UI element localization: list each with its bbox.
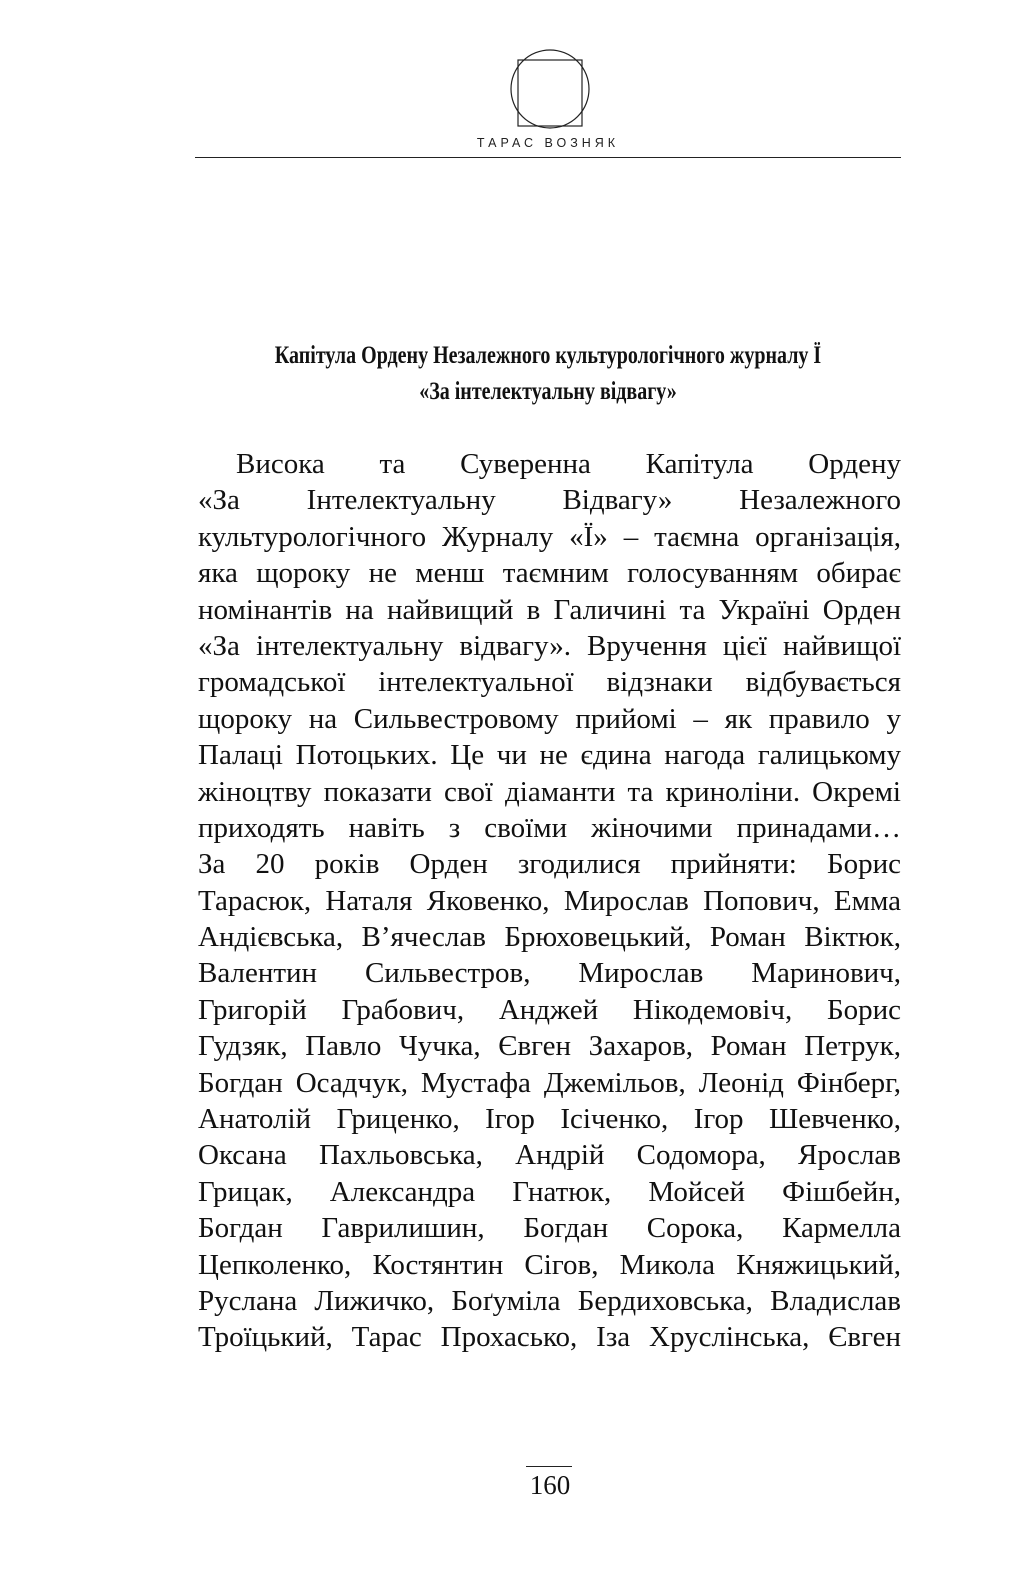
body-line: Богдан Осадчук, Мустафа Джемільов, Леонід Фінберг, xyxy=(198,1066,901,1099)
body-line: «За інтелектуальну відвагу». Вручення цієї найвищої xyxy=(198,629,901,662)
body-line: жіноцтву показати свої діаманти та криноліни. Окремі xyxy=(198,775,901,808)
body-paragraph xyxy=(198,446,901,1356)
section-title-line: «За інтелектуальну відвагу» xyxy=(419,378,677,405)
body-line: Тарасюк, Наталя Яковенко, Мирослав Попович, Емма xyxy=(198,884,901,917)
body-line: Висока та Суверенна Капітула Ордену xyxy=(236,448,901,480)
body-line: Палаці Потоцьких. Це чи не єдина нагода галицькому xyxy=(198,739,901,772)
body-line: Валентин Сильвестров, Мирослав Маринович, xyxy=(198,957,901,990)
body-line: Оксана Пахльовська, Андрій Содомора, Ярослав xyxy=(198,1139,901,1172)
body-line: Грицак, Александра Гнатюк, Мойсей Фішбейн, xyxy=(198,1175,901,1208)
body-line: Гудзяк, Павло Чучка, Євген Захаров, Роман Петрук, xyxy=(198,1030,901,1063)
section-title-line: Капітула Ордену Незалежного культурологічного журналу Ї xyxy=(274,342,822,369)
body-line: номінантів на найвищий в Галичині та Україні Орден xyxy=(198,593,901,626)
body-line: За 20 років Орден згодилися прийняти: Борис xyxy=(198,848,901,881)
body-line: Троїцький, Тарас Прохасько, Іза Хруслінська, Євген xyxy=(198,1321,901,1354)
body-line: Богдан Гаврилишин, Богдан Сорока, Кармелла xyxy=(198,1212,901,1245)
body-line: Андієвська, В’ячеслав Брюховецький, Роман Віктюк, xyxy=(198,921,901,954)
body-line: Цепколенко, Костянтин Сігов, Микола Княжицький, xyxy=(198,1248,901,1281)
running-head: ТАРАС ВОЗНЯК xyxy=(476,136,620,150)
body-line: яка щороку не менш таємним голосуванням обирає xyxy=(198,557,901,590)
body-line: «За Інтелектуальну Відвагу» Незалежного xyxy=(198,484,901,517)
page-number: 160 xyxy=(529,1470,571,1500)
page-number-rule xyxy=(526,1466,572,1467)
body-line: культурологічного Журналу «Ї» – таємна організація, xyxy=(198,520,901,553)
section-title xyxy=(266,338,831,410)
header-rule xyxy=(195,157,901,158)
body-line: Анатолій Гриценко, Ігор Ісіченко, Ігор Шевченко, xyxy=(198,1103,901,1136)
circle-square-logo-icon xyxy=(509,48,591,130)
body-line: Григорій Грабович, Анджей Нікодемовіч, Борис xyxy=(198,993,901,1026)
body-line: Руслана Лижичко, Боґуміла Бердиховська, Владислав xyxy=(198,1284,901,1317)
body-line: щороку на Сильвестровому прийомі – як правило у xyxy=(198,702,901,735)
body-line: приходять навіть з своїми жіночими принадами… xyxy=(198,811,901,844)
body-line: громадської інтелектуальної відзнаки відбувається xyxy=(198,666,901,699)
